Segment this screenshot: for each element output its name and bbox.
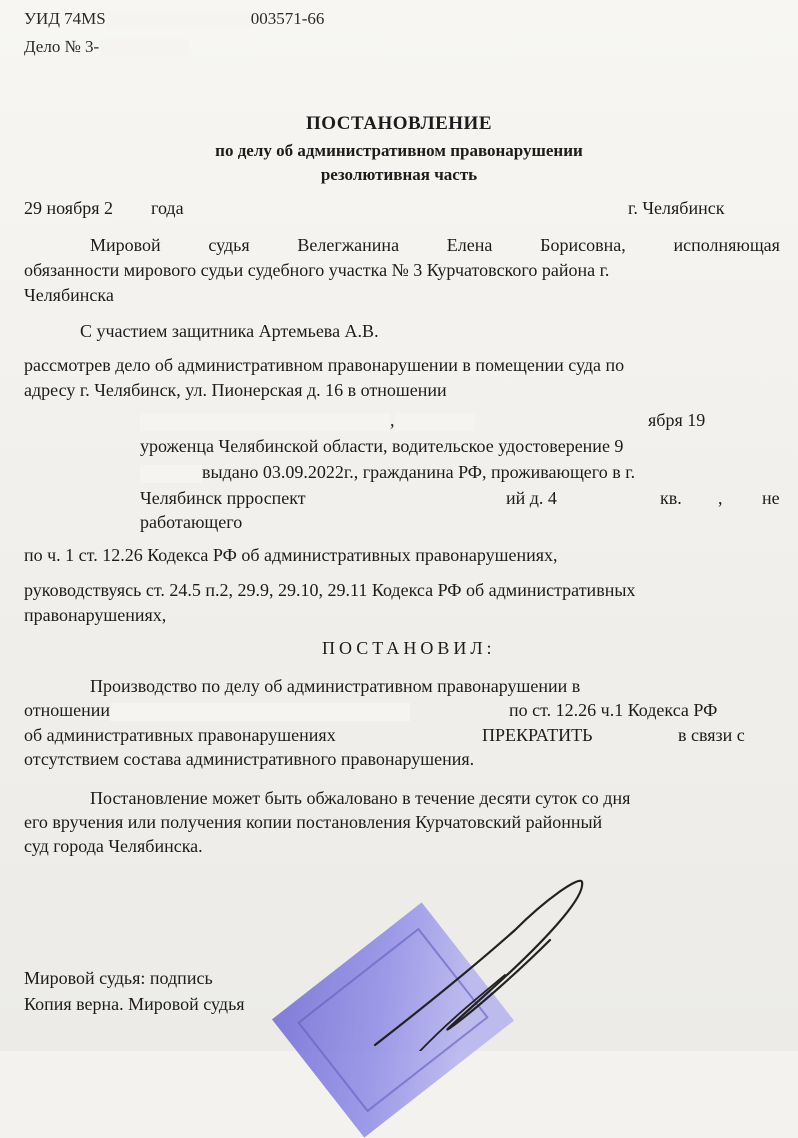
considered-line-2: адресу г. Челябинск, ул. Пионерская д. 16 в отношении	[24, 380, 447, 400]
decree-p2-line-1: Постановление может быть обжаловано в течение десяти суток со дня	[90, 788, 631, 808]
word: Борисовна,	[540, 235, 626, 255]
decree-p1-line-2	[24, 699, 780, 721]
decree-p2-line-2: его вручения или получения копии постановления Курчатовский районный	[24, 812, 603, 832]
considered-line-1: рассмотрев дело об административном правонарушении в помещении суда по	[24, 355, 625, 375]
judge-line-2: обязанности мирового судьи судебного участка № 3 Курчатовского района г.	[24, 260, 610, 280]
terminate-word: ПРЕКРАТИТЬ	[482, 725, 593, 745]
copy-certified-line: Копия верна. Мировой судья	[24, 994, 245, 1014]
judge-line-3: Челябинска	[24, 285, 114, 305]
decree-p1-line-1: Производство по делу об административном правонарушении в	[90, 676, 581, 696]
person-line-2: уроженца Челябинской области, водительское удостоверение 9	[140, 436, 624, 456]
redacted-case	[99, 39, 189, 57]
person-line-3	[140, 461, 635, 483]
decree-p1-line-4: отсутствием состава административного правонарушения.	[24, 749, 475, 769]
case-number	[24, 36, 189, 58]
article-ref: по ст. 12.26 ч.1 Кодекса РФ	[509, 700, 718, 720]
guided-line-1: руководствуясь ст. 24.5 п.2, 29.9, 29.10, 29.11 Кодекса РФ об административных	[24, 580, 636, 600]
city: г. Челябинск	[628, 198, 725, 218]
guided-line-2: правонарушениях,	[24, 605, 167, 625]
redacted-name	[140, 413, 390, 431]
document-title: ПОСТАНОВЛЕНИЕ	[305, 113, 493, 134]
person-line-5: работающего	[140, 512, 243, 532]
decree-p1-line-3	[24, 724, 780, 746]
comma: ,	[390, 410, 395, 430]
date-start: 29 ноября 2	[24, 198, 114, 218]
word: исполняющая	[673, 235, 780, 255]
uid-tail: 003571-66	[250, 9, 325, 28]
document-subtitle: по делу об административном правонарушении	[215, 141, 583, 160]
address-flat-label: кв.	[660, 488, 682, 508]
case-label: Дело № 3-	[24, 37, 100, 56]
in-relation: отношении	[24, 700, 111, 720]
date-end: года	[151, 198, 184, 218]
word: судья	[208, 235, 250, 255]
redacted-license	[140, 465, 202, 483]
uid-line	[24, 8, 324, 30]
judge-signature-line: Мировой судья: подпись	[24, 968, 213, 988]
decree-p2-line-3: суд города Челябинска.	[24, 836, 203, 856]
date-line	[24, 197, 184, 219]
license-issued: выдано 03.09.2022г., гражданина РФ, проживающего в г.	[202, 462, 636, 482]
handwritten-signature	[300, 860, 620, 1051]
article-line: по ч. 1 ст. 12.26 Кодекса РФ об административных правонарушениях,	[24, 545, 558, 565]
word: Велегжанина	[297, 235, 400, 255]
address-house: ий д. 4	[506, 488, 557, 508]
person-line-4	[140, 487, 780, 509]
address-street: Челябинск прроспект	[140, 488, 306, 508]
judge-line-1	[90, 234, 780, 256]
redacted-birth-day	[395, 413, 475, 431]
birth-date: ября 19	[648, 410, 706, 430]
redacted-uid	[106, 11, 251, 29]
decree-heading: ПОСТАНОВИЛ:	[322, 638, 496, 658]
document-part: резолютивная часть	[320, 165, 478, 184]
redacted-year	[113, 201, 151, 219]
not-word: не	[762, 488, 780, 508]
redacted-person	[110, 703, 410, 721]
due-to: в связи с	[678, 725, 745, 745]
word: Елена	[446, 235, 493, 255]
address-comma: ,	[718, 488, 723, 508]
person-line-1	[140, 409, 780, 431]
participation: С участием защитника Артемьева А.В.	[80, 321, 379, 341]
word: Мировой	[90, 235, 161, 255]
uid-label: УИД 74MS	[24, 9, 106, 28]
offense-text: об административных правонарушениях	[24, 725, 336, 745]
